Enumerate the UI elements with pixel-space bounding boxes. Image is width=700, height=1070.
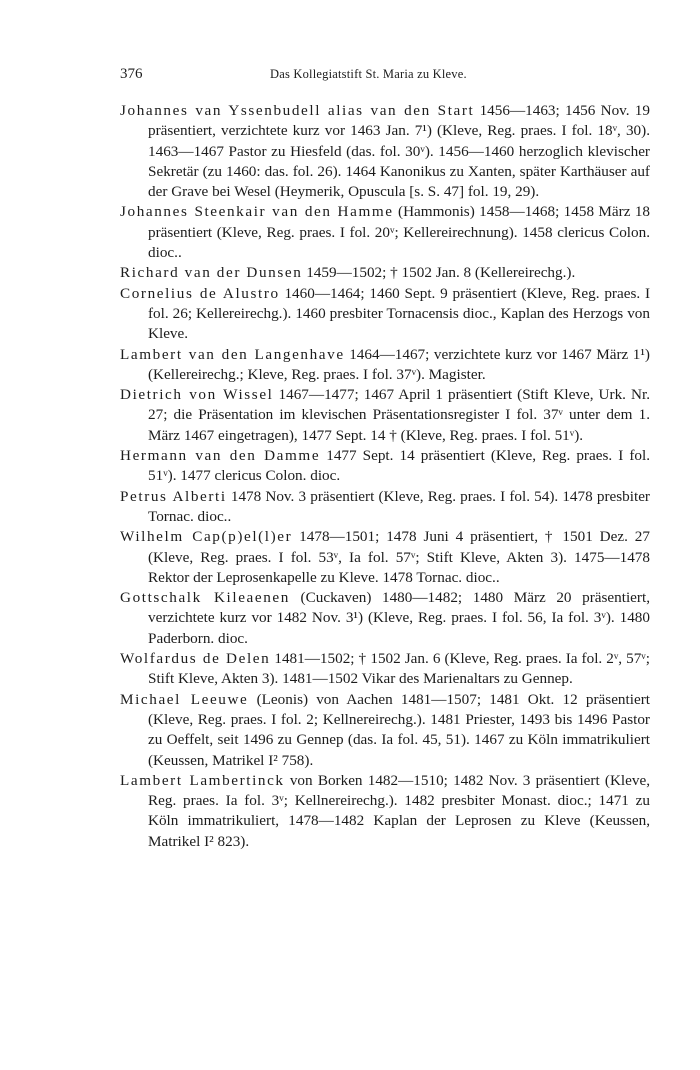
entry-text: (Hammonis) 1458—1468; 1458 März 18 präsentiert (Kleve, Reg. praes. I fol. 20ᵛ; Kellereirechnung). 1458 clericus Colon. dioc.. xyxy=(148,203,651,262)
entry-name: Dietrich von Wissel xyxy=(120,386,274,404)
list-item xyxy=(120,284,650,345)
entry-name: Richard van der Dunsen xyxy=(120,264,303,282)
entry-name: Lambert van den Langenhave xyxy=(120,345,345,363)
entry-text: 1460—1464; 1460 Sept. 9 präsentiert (Kleve, Reg. praes. I fol. 26; Kellereirechg.). 1460 presbiter Tornacensis dioc., Kaplan des Herzogs von Kleve. xyxy=(148,284,651,343)
page-number: 376 xyxy=(120,66,143,82)
entry-text: 1467—1477; 1467 April 1 präsentiert (Stift Kleve, Urk. Nr. 27; die Präsentation im klevischen Präsentationsregister I fol. 37ᵛ unter dem 1. März 1467 eingetragen), 1477 Sept. 14 † (Kleve, Reg. praes. I fol. 51ᵛ). xyxy=(148,386,650,444)
running-title: Das Kollegiatstift St. Maria zu Kleve. xyxy=(270,67,467,81)
entry-text: 1459—1502; † 1502 Jan. 8 (Kellereirechg.). xyxy=(302,264,576,282)
entry-text: von Borken 1482—1510; 1482 Nov. 3 präsentiert (Kleve, Reg. praes. Ia fol. 3ᵛ; Kellnereirechg.). 1482 presbiter Monast. dioc.; 1471 zu Köln immatrikuliert, 1478—1482 Kaplan der Leprosen zu Kleve (Keussen, Matrikel I² 823). xyxy=(148,771,651,850)
list-item xyxy=(120,690,650,771)
list-item xyxy=(120,771,650,852)
entry-text: 1478—1501; 1478 Juni 4 präsentiert, † 1501 Dez. 27 (Kleve, Reg. praes. I fol. 53ᵛ, Ia fol. 57ᵛ; Stift Kleve, Akten 3). 1475—1478 Rektor der Leprosenkapelle zu Kleve. 1478 Tornac. dioc.. xyxy=(148,528,650,586)
list-item xyxy=(120,649,650,690)
entry-name: Johannes Steenkair van den Hamme xyxy=(120,203,394,221)
entry-text: 1478 Nov. 3 präsentiert (Kleve, Reg. praes. I fol. 54). 1478 presbiter Tornac. dioc.. xyxy=(148,487,650,525)
entry-list xyxy=(120,101,650,852)
entry-name: Wilhelm Cap(p)el(l)er xyxy=(120,528,293,546)
entry-name: Cornelius de Alustro xyxy=(120,284,280,302)
list-item xyxy=(120,345,650,386)
entry-text: (Leonis) von Aachen 1481—1507; 1481 Okt. 12 präsentiert (Kleve, Reg. praes. I fol. 2; Kellnereirechg.). 1481 Priester, 1493 bis 1496 Pastor zu Oeffelt, seit 1496 zu Gennep (das. Ia fol. 45, 51). 1467 zu Köln immatrikuliert (Keussen, Matrikel I² 758). xyxy=(148,690,650,769)
list-item xyxy=(120,385,650,446)
list-item xyxy=(120,446,650,487)
page-header xyxy=(120,66,650,86)
list-item xyxy=(120,588,650,649)
entry-text: 1481—1502; † 1502 Jan. 6 (Kleve, Reg. praes. Ia fol. 2ᵛ, 57ᵛ; Stift Kleve, Akten 3). 1481—1502 Vikar des Marienaltars zu Gennep. xyxy=(148,650,650,688)
list-item xyxy=(120,202,650,263)
entry-name: Michael Leeuwe xyxy=(120,690,249,708)
entry-name: Wolfardus de Delen xyxy=(120,650,271,668)
entry-name: Lambert Lambertinck xyxy=(120,771,285,789)
entry-text: 1456—1463; 1456 Nov. 19 präsentiert, verzichtete kurz vor 1463 Jan. 7¹) (Kleve, Reg. praes. I fol. 18ᵛ, 30). 1463—1467 Pastor zu Hiesfeld (das. fol. 30ᵛ). 1456—1460 herzoglich klevischer Sekretär (zu 1460: das. fol. 26). 1464 Kanonikus zu Xanten, später Karthäuser auf der Grave bei Wesel (Heymerik, Opuscula [s. S. 47] fol. 19, 29). xyxy=(148,102,650,201)
list-item xyxy=(120,101,650,202)
entry-name: Petrus Alberti xyxy=(120,487,227,505)
list-item xyxy=(120,527,650,588)
entry-text: 1464—1467; verzichtete kurz vor 1467 März 1¹) (Kellereirechg.; Kleve, Reg. praes. I fol. 37ᵛ). Magister. xyxy=(148,345,650,383)
entry-name: Hermann van den Damme xyxy=(120,447,321,465)
entry-name: Johannes van Yssenbudell alias van den Start xyxy=(120,102,475,119)
list-item xyxy=(120,263,650,283)
entry-text: 1477 Sept. 14 präsentiert (Kleve, Reg. praes. I fol. 51ᵛ). 1477 clericus Colon. dioc. xyxy=(148,447,650,485)
entry-name: Gottschalk Kileaenen xyxy=(120,589,290,607)
list-item xyxy=(120,487,650,528)
entry-text: (Cuckaven) 1480—1482; 1480 März 20 präsentiert, verzichtete kurz vor 1482 Nov. 3¹) (Kleve, Reg. praes. I fol. 56, Ia fol. 3ᵛ). 1480 Paderborn. dioc. xyxy=(148,589,650,647)
